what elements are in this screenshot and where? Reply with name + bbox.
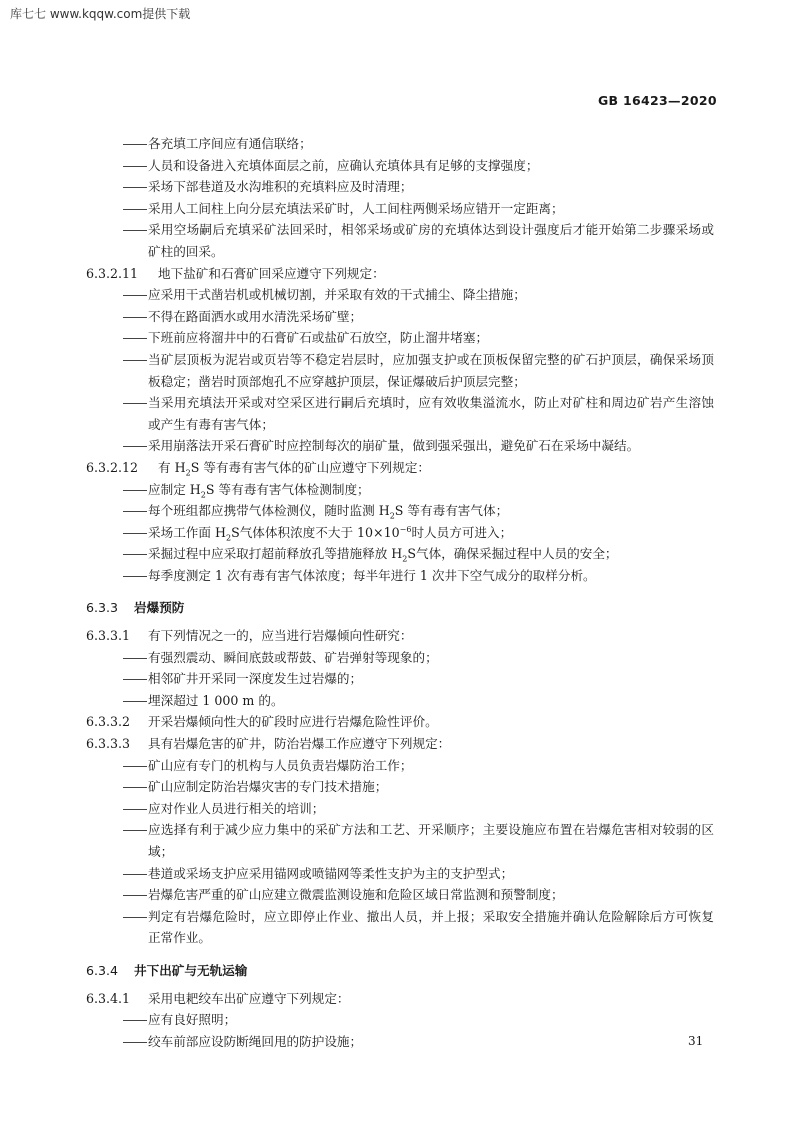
- section-title: 井下出矿与无轨运输: [134, 962, 248, 978]
- list-item: [86, 884, 714, 906]
- clause-number: 6.3.3.3: [86, 736, 131, 752]
- list-item: [86, 776, 714, 798]
- dash-marker: [123, 798, 147, 820]
- watermark-text: 库七七 www.kqqw.com提供下载: [10, 7, 191, 21]
- clause-text: 有下列情况之一的，应当进行岩爆倾向性研究：: [148, 628, 413, 644]
- list-item: [86, 306, 714, 328]
- dash-marker: [123, 284, 147, 306]
- list-item: [86, 906, 714, 949]
- clause-text: 采用电耙绞车出矿应遵守下列规定：: [148, 990, 350, 1006]
- dash-marker: [123, 755, 147, 777]
- list-item: [86, 349, 714, 392]
- dash-marker: [123, 155, 147, 177]
- dash-marker: [123, 522, 147, 544]
- clause-text: 开采岩爆倾向性大的矿段时应进行岩爆危险性评价。: [148, 714, 438, 730]
- list-item: [86, 155, 714, 177]
- subscript: 2: [185, 468, 191, 478]
- list-item-text: 各充填工序间应有通信联络；: [148, 136, 312, 151]
- standard-code: GB 16423—2020: [598, 93, 717, 108]
- clause-number: 6.3.4.1: [86, 990, 131, 1006]
- list-item-text: 埋深超过 1 000 m 的。: [148, 692, 284, 708]
- section-number: 6.3.4: [86, 962, 119, 978]
- clause-text-pre: 有 H: [158, 459, 186, 475]
- list-item: [86, 284, 714, 306]
- section-number: 6.3.3: [86, 600, 119, 616]
- list-item-text: 应对作业人员进行相关的培训；: [148, 800, 325, 816]
- dash-marker: [123, 668, 147, 690]
- dash-marker: [123, 819, 147, 841]
- dash-marker: [123, 219, 147, 241]
- list-item-text-mid: S气体体积浓度不大于 10×10: [231, 524, 400, 540]
- subscript: 2: [389, 511, 395, 521]
- clause-6-3-2-12: [86, 457, 714, 479]
- list-item: [86, 798, 714, 820]
- list-item-text: 应选择有利于减少应力集中的采矿方法和工艺、开采顺序；主要设施应布置在岩爆危害相对较弱的区域；: [148, 822, 714, 859]
- list-item-text-pre: 应制定 H: [148, 481, 201, 497]
- list-item: [86, 543, 714, 565]
- clause-number: 6.3.2.11: [86, 265, 139, 281]
- list-item-text-pre: 每个班组都应携带气体检测仪，随时监测 H: [148, 503, 390, 519]
- list-item: [86, 219, 714, 262]
- dash-marker: [123, 500, 147, 522]
- list-item-text: 应有良好照明；: [148, 1012, 237, 1028]
- dash-marker: [123, 479, 147, 501]
- list-item: [86, 435, 714, 457]
- dash-marker: [123, 392, 147, 414]
- list-item-text: 每季度测定 1 次有毒有害气体浓度；每半年进行 1 次井下空气成分的取样分析。: [148, 567, 596, 583]
- list-item: [86, 755, 714, 777]
- dash-marker: [123, 565, 147, 587]
- list-item: [86, 1009, 714, 1031]
- list-item-text: 不得在路面洒水或用水清洗采场矿壁；: [148, 308, 363, 324]
- dash-marker: [123, 435, 147, 457]
- dash-marker: [123, 776, 147, 798]
- list-item-text: 应采用干式凿岩机或机械切割，并采取有效的干式捕尘、降尘措施；: [148, 287, 526, 303]
- list-item: [86, 863, 714, 885]
- clause-6-3-3-3: [86, 733, 714, 755]
- list-item-text: 判定有岩爆危险时，应立即停止作业、撤出人员，并上报；采取安全措施并确认危险解除后方可恢复正常作业。: [148, 908, 714, 946]
- clause-text: 具有岩爆危害的矿井，防治岩爆工作应遵守下列规定：: [148, 736, 451, 752]
- list-item: [86, 176, 714, 198]
- list-item-text: 采场下部巷道及水沟堆积的充填料应及时清理；: [148, 179, 413, 195]
- list-item: [86, 690, 714, 712]
- list-item-text: 当矿层顶板为泥岩或页岩等不稳定岩层时，应加强支护或在顶板保留完整的矿石护顶层，确保采场顶板稳定；凿岩时顶部炮孔不应穿越护顶层，保证爆破后护顶层完整；: [148, 351, 714, 389]
- list-item-text: 矿山应制定防治岩爆灾害的专门技术措施；: [148, 779, 388, 795]
- list-item-text-pre: 采掘过程中应采取打超前释放孔等措施释放 H: [148, 546, 403, 562]
- list-item: [86, 198, 714, 220]
- list-item-text: 岩爆危害严重的矿山应建立微震监测设施和危险区域日常监测和预警制度；: [148, 887, 564, 903]
- dash-marker: [123, 176, 147, 198]
- section-heading-6-3-4: [86, 960, 714, 982]
- dash-marker: [123, 1009, 147, 1031]
- list-item-text-pre: 采场工作面 H: [148, 524, 226, 540]
- list-item-text: 相邻矿井开采同一深度发生过岩爆的；: [148, 671, 363, 687]
- list-item: [86, 647, 714, 669]
- list-item: [86, 819, 714, 862]
- list-item-text-post: S 等有毒有害气体；: [394, 503, 509, 519]
- list-item: [86, 392, 714, 435]
- subscript: 2: [200, 490, 206, 500]
- list-item: [86, 133, 714, 155]
- list-item-text: 当采用充填法开采或对空采区进行嗣后充填时，应有效收集溢流水，防止对矿柱和周边矿岩产生溶蚀或产生有毒有害气体；: [148, 395, 714, 432]
- list-item: [86, 565, 714, 587]
- subscript: 2: [402, 554, 408, 564]
- dash-marker: [123, 647, 147, 669]
- dash-marker: [123, 884, 147, 906]
- dash-marker: [123, 327, 147, 349]
- list-item-text: 巷道或采场支护应采用锚网或喷锚网等柔性支护为主的支护型式；: [148, 865, 514, 881]
- dash-marker: [123, 198, 147, 220]
- list-item-text: 采用人工间柱上向分层充填法采矿时，人工间柱两侧采场应错开一定距离；: [148, 200, 564, 216]
- list-item-text-post: S 等有毒有害气体检测制度；: [205, 481, 370, 497]
- list-item-text-post: S气体，确保采掘过程中人员的安全；: [407, 546, 618, 562]
- list-item-text: 下班前应将溜井中的石膏矿石或盐矿石放空，防止溜井堵塞；: [148, 330, 489, 346]
- section-heading-6-3-3: [86, 597, 714, 619]
- clause-text: 地下盐矿和石膏矿回采应遵守下列规定：: [158, 265, 385, 281]
- clause-6-3-3-1: [86, 625, 714, 647]
- superscript: −6: [399, 524, 412, 534]
- page-number: 31: [688, 1034, 704, 1048]
- clause-number: 6.3.3.1: [86, 628, 131, 644]
- list-item-text: 绞车前部应设防断绳回甩的防护设施；: [148, 1033, 363, 1049]
- list-item: [86, 500, 714, 522]
- list-item: [86, 479, 714, 501]
- clause-text-post: S 等有毒有害气体的矿山应遵守下列规定：: [190, 459, 431, 475]
- subscript: 2: [225, 533, 232, 543]
- list-item: [86, 327, 714, 349]
- clause-number: 6.3.3.2: [86, 714, 131, 730]
- clause-6-3-3-2: [86, 711, 714, 733]
- list-item-text: 人员和设备进入充填体面层之前，应确认充填体具有足够的支撑强度；: [148, 157, 539, 173]
- list-item-text: 有强烈震动、瞬间底鼓或帮鼓、矿岩弹射等现象的；: [148, 649, 438, 665]
- list-item: [86, 668, 714, 690]
- list-item-text: 采用空场嗣后充填采矿法回采时，相邻采场或矿房的充填体达到设计强度后才能开始第二步骤采场或矿柱的回采。: [148, 222, 714, 259]
- list-item-text: 矿山应有专门的机构与人员负责岩爆防治工作；: [148, 757, 413, 773]
- dash-marker: [123, 349, 147, 371]
- dash-marker: [123, 543, 147, 565]
- dash-marker: [123, 863, 147, 885]
- dash-marker: [123, 133, 147, 155]
- list-item-text: 采用崩落法开采石膏矿时应控制每次的崩矿量，做到强采强出，避免矿石在采场中凝结。: [148, 438, 640, 454]
- list-item: [86, 522, 714, 544]
- dash-marker: [123, 906, 147, 928]
- dash-marker: [123, 1031, 147, 1053]
- dash-marker: [123, 690, 147, 712]
- list-item-text-post: 时人员方可进入；: [411, 524, 513, 540]
- clause-number: 6.3.2.12: [86, 459, 139, 475]
- document-body: [86, 133, 714, 1052]
- section-title: 岩爆预防: [134, 600, 185, 616]
- list-item: [86, 1031, 714, 1053]
- clause-6-3-4-1: [86, 988, 714, 1010]
- clause-6-3-2-11: [86, 263, 714, 285]
- dash-marker: [123, 306, 147, 328]
